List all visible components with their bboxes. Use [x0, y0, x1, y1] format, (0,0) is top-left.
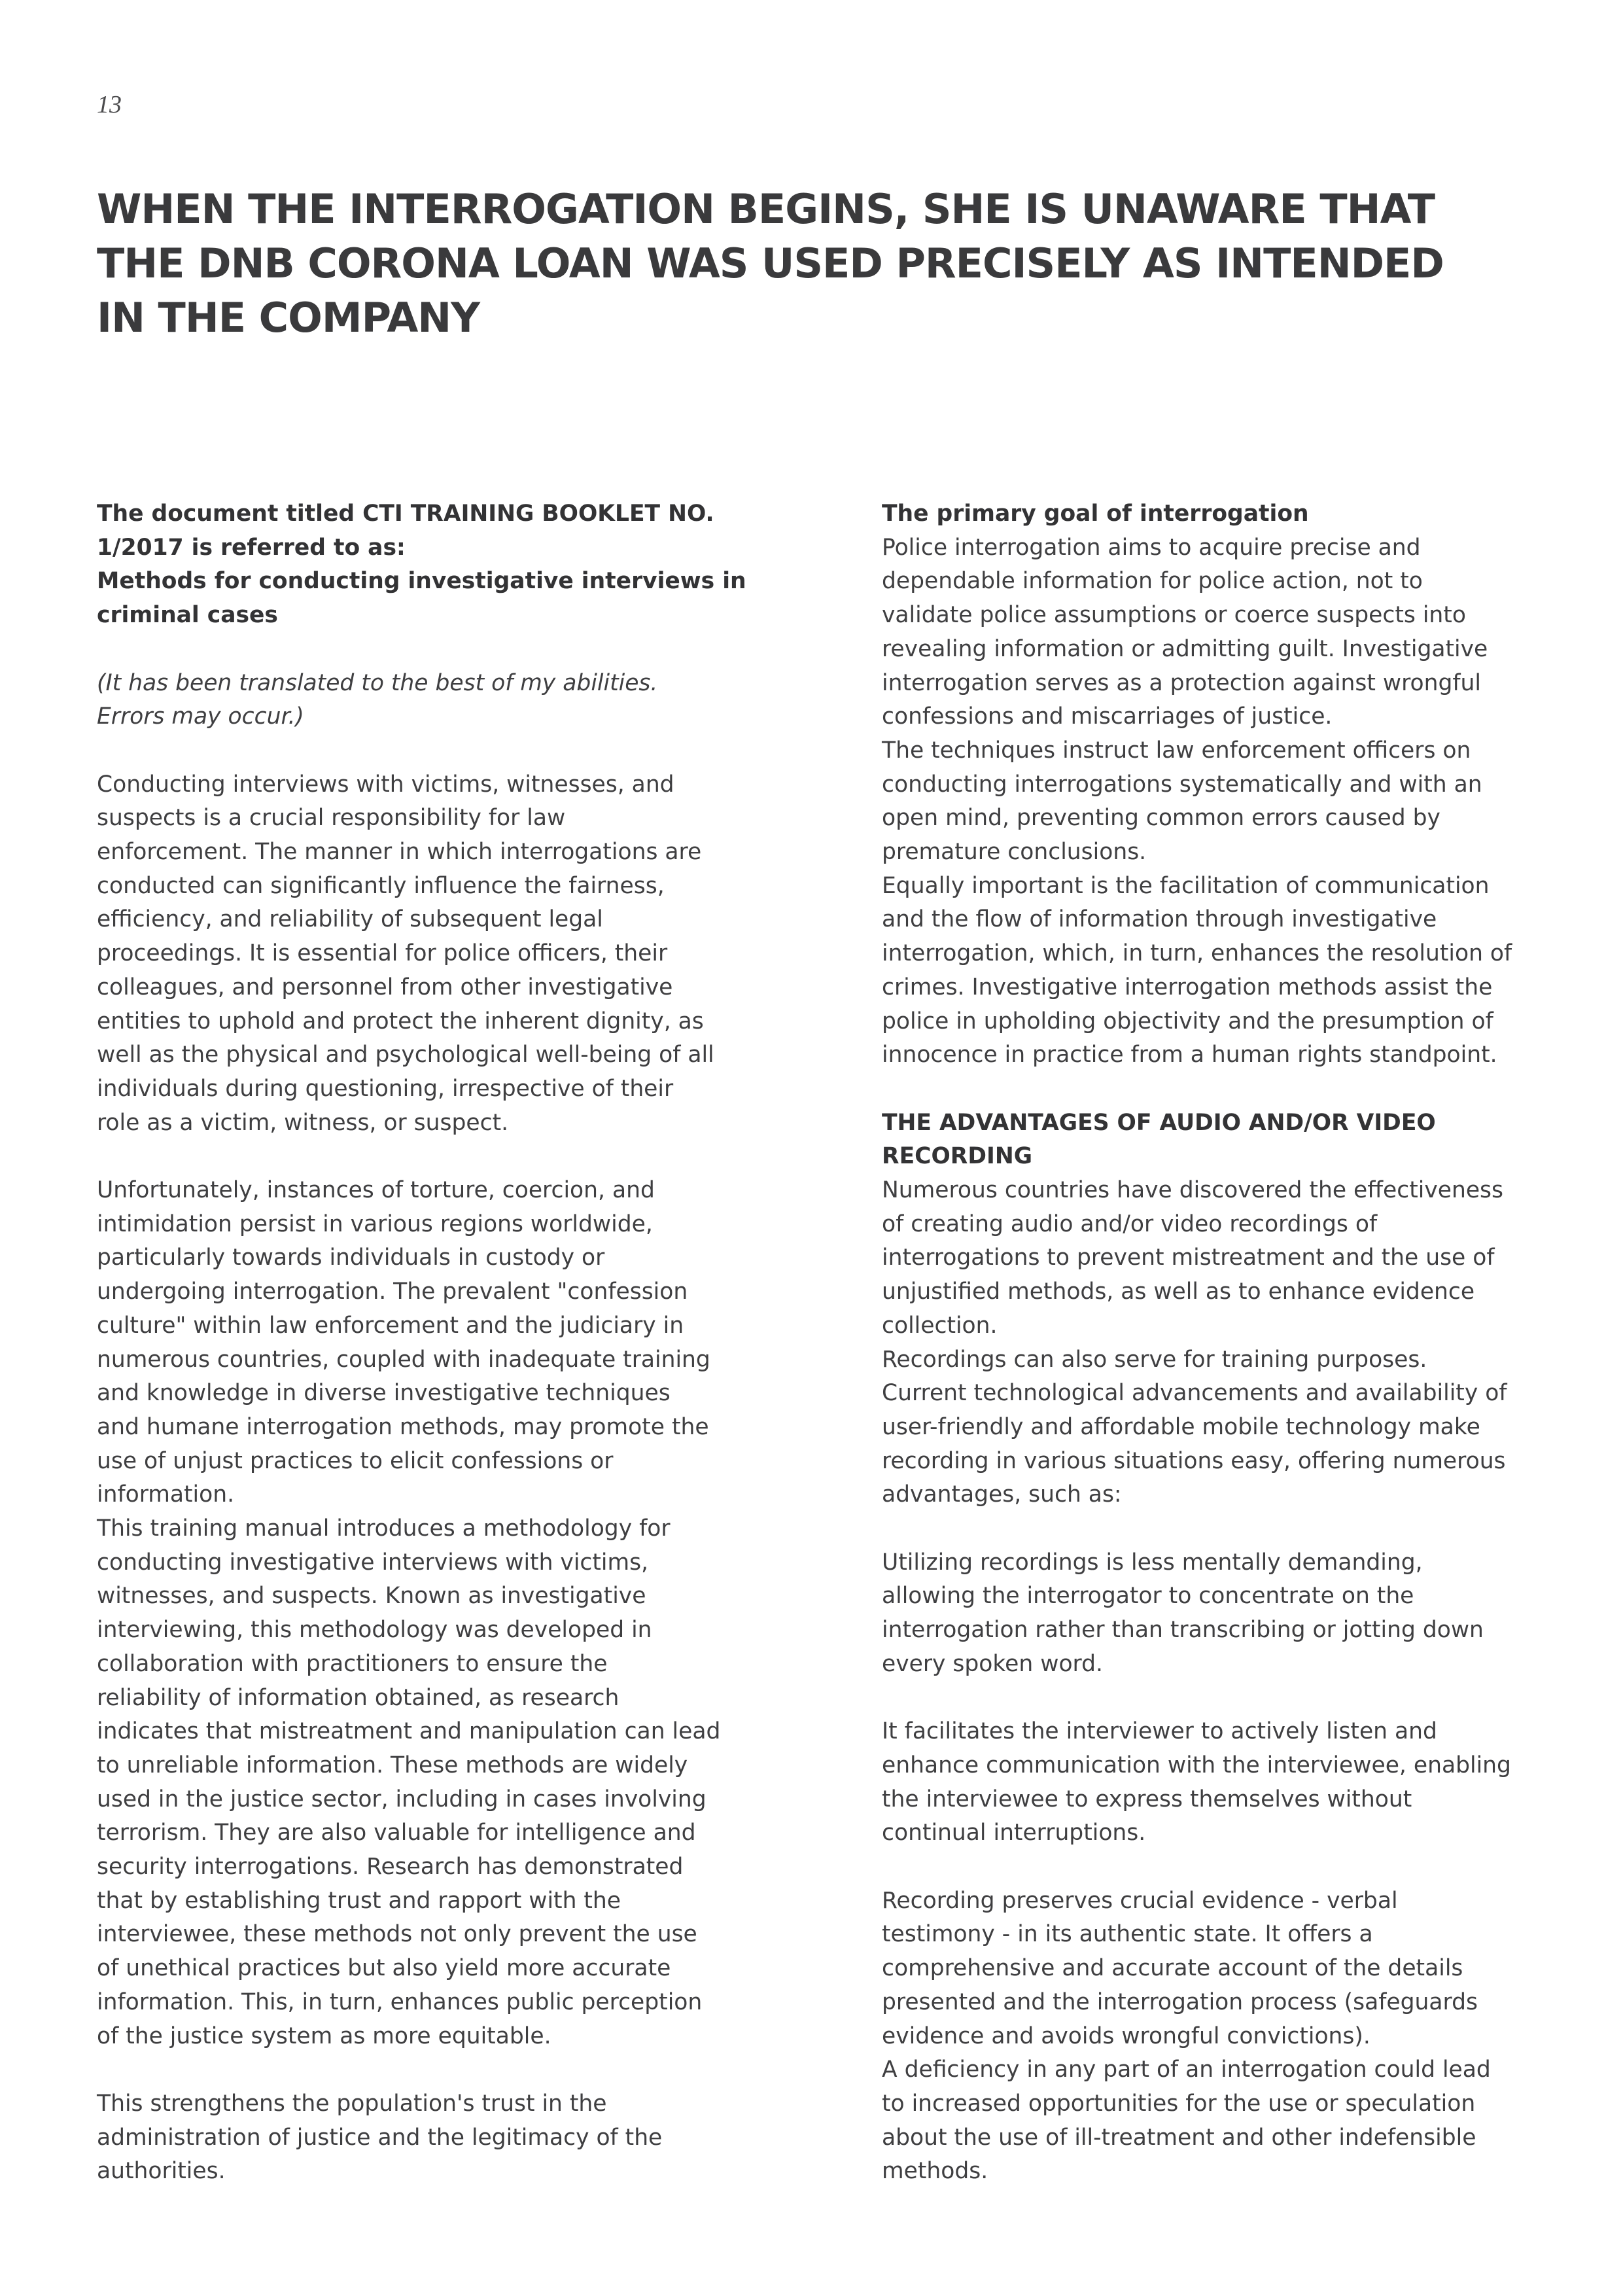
text-line: conducting interrogations systematically and with an — [882, 771, 1482, 798]
paragraph-point-evidence — [882, 1884, 1536, 2189]
text-line: allowing the interrogator to concentrate on the — [882, 1583, 1414, 1610]
text-line: use of unjust practices to elicit confessions or — [97, 1447, 614, 1474]
heading-line: RECORDING — [882, 1143, 1033, 1170]
intro-heading-line: 1/2017 is referred to as: — [97, 534, 406, 561]
text-line: proceedings. It is essential for police officers, their — [97, 940, 668, 967]
text-line: unjustified methods, as well as to enhance evidence — [882, 1279, 1475, 1305]
section-heading-advantages — [882, 1106, 1536, 1174]
text-line: of the justice system as more equitable. — [97, 2022, 551, 2049]
text-line: recording in various situations easy, offering numerous — [882, 1447, 1506, 1474]
paragraph-trust — [97, 2087, 758, 2189]
text-line: comprehensive and accurate account of the details — [882, 1955, 1463, 1982]
text-line: interrogations to prevent mistreatment and the use of — [882, 1245, 1495, 1271]
text-line: Recordings can also serve for training purposes. — [882, 1346, 1427, 1373]
text-line: Equally important is the facilitation of communication — [882, 872, 1490, 899]
text-line: indicates that mistreatment and manipulation can lead — [97, 1718, 721, 1745]
intro-heading — [97, 497, 758, 633]
text-line: terrorism. They are also valuable for intelligence and — [97, 1820, 696, 1846]
text-line: about the use of ill-treatment and other indefensible — [882, 2124, 1476, 2151]
text-line: confessions and miscarriages of justice. — [882, 703, 1333, 730]
text-line: This training manual introduces a methodology for — [97, 1515, 671, 1542]
text-line: enforcement. The manner in which interrogations are — [97, 839, 702, 865]
text-line: every spoken word. — [882, 1650, 1103, 1677]
text-line: information. — [97, 1481, 235, 1508]
page-title — [97, 182, 1536, 345]
text-line: used in the justice sector, including in cases involving — [97, 1786, 707, 1812]
text-line: the interviewee to express themselves without — [882, 1786, 1412, 1812]
page-title-line: THE DNB CORONA LOAN WAS USED PRECISELY AS INTENDED — [97, 239, 1444, 287]
text-line: innocence in practice from a human rights standpoint. — [882, 1042, 1497, 1069]
text-line: Utilizing recordings is less mentally demanding, — [882, 1549, 1423, 1576]
text-line: role as a victim, witness, or suspect. — [97, 1109, 509, 1136]
page-title-line: WHEN THE INTERROGATION BEGINS, SHE IS UNAWARE THAT — [97, 185, 1435, 233]
page-title-line: IN THE COMPANY — [97, 294, 480, 342]
text-line: that by establishing trust and rapport with the — [97, 1887, 621, 1914]
text-line: Recording preserves crucial evidence - verbal — [882, 1887, 1398, 1914]
text-line: interrogation, which, in turn, enhances the resolution of — [882, 940, 1512, 967]
text-line: undergoing interrogation. The prevalent "confession — [97, 1279, 688, 1305]
text-line: administration of justice and the legitimacy of the — [97, 2124, 663, 2151]
paragraph-point-less-demanding — [882, 1546, 1536, 1682]
text-line: authorities. — [97, 2158, 226, 2185]
text-line: collaboration with practitioners to ensure the — [97, 1650, 608, 1677]
text-line: collection. — [882, 1312, 998, 1339]
text-line: premature conclusions. — [882, 839, 1147, 866]
section-heading-goal: The primary goal of interrogation — [882, 501, 1309, 527]
heading-line: THE ADVANTAGES OF AUDIO AND/OR VIDEO — [882, 1109, 1436, 1136]
text-line: evidence and avoids wrongful convictions). — [882, 2022, 1370, 2049]
text-line: testimony - in its authentic state. It offers a — [882, 1921, 1373, 1948]
text-line: interrogation rather than transcribing or jotting down — [882, 1617, 1484, 1644]
text-line: The techniques instruct law enforcement officers on — [882, 737, 1471, 764]
intro-heading-line: The document titled CTI TRAINING BOOKLET NO. — [97, 501, 714, 527]
paragraph-point-listening — [882, 1715, 1536, 1850]
text-line: numerous countries, coupled with inadequate training — [97, 1346, 710, 1373]
text-line: police in upholding objectivity and the presumption of — [882, 1008, 1493, 1034]
text-line: and the flow of information through investigative — [882, 906, 1437, 933]
text-line: and humane interrogation methods, may promote the — [97, 1413, 709, 1440]
text-line: of unethical practices but also yield more accurate — [97, 1955, 671, 1982]
text-line: to increased opportunities for the use or speculation — [882, 2090, 1476, 2117]
text-line: enhance communication with the interviewee, enabling — [882, 1752, 1511, 1778]
text-line: witnesses, and suspects. Known as investigative — [97, 1583, 646, 1610]
text-line: continual interruptions. — [882, 1820, 1146, 1846]
paragraph-advantages — [882, 1174, 1536, 1512]
translation-note — [97, 667, 758, 734]
text-line: Unfortunately, instances of torture, coercion, and — [97, 1177, 655, 1204]
right-column — [882, 497, 1536, 2189]
text-line: conducted can significantly influence the fairness, — [97, 872, 665, 899]
intro-subtitle-line: criminal cases — [97, 602, 278, 629]
left-column — [97, 497, 758, 2189]
paragraph-responsibility — [97, 768, 758, 1140]
intro-subtitle-line: Methods for conducting investigative interviews in — [97, 568, 746, 595]
text-line: interviewing, this methodology was developed in — [97, 1617, 652, 1644]
paragraph-goal — [882, 531, 1536, 1072]
text-line: Police interrogation aims to acquire precise and — [882, 534, 1421, 561]
text-line: presented and the interrogation process (safeguards — [882, 1988, 1478, 2015]
text-line: of creating audio and/or video recordings of — [882, 1210, 1378, 1237]
text-line: well as the physical and psychological well-being of all — [97, 1042, 714, 1069]
text-line: A deficiency in any part of an interrogation could lead — [882, 2057, 1491, 2083]
note-line: Errors may occur.) — [97, 703, 304, 730]
text-line: suspects is a crucial responsibility for law — [97, 805, 566, 832]
note-line: (It has been translated to the best of my abilities. — [97, 669, 658, 696]
text-line: colleagues, and personnel from other investigative — [97, 974, 673, 1000]
text-line: revealing information or admitting guilt. Investigative — [882, 635, 1488, 662]
text-line: efficiency, and reliability of subsequent legal — [97, 906, 603, 933]
page-number: 13 — [97, 91, 122, 118]
text-line: Numerous countries have discovered the effectiveness — [882, 1177, 1503, 1204]
text-line: culture" within law enforcement and the judiciary in — [97, 1312, 684, 1339]
text-line: validate police assumptions or coerce suspects into — [882, 602, 1466, 629]
text-line: interviewee, these methods not only prevent the use — [97, 1921, 697, 1948]
text-line: It facilitates the interviewer to actively listen and — [882, 1718, 1437, 1745]
text-line: particularly towards individuals in custody or — [97, 1245, 605, 1271]
text-line: and knowledge in diverse investigative techniques — [97, 1380, 671, 1407]
text-line: to unreliable information. These methods are widely — [97, 1752, 688, 1778]
text-line: conducting investigative interviews with victims, — [97, 1549, 649, 1576]
text-line: intimidation persist in various regions worldwide, — [97, 1210, 653, 1237]
text-line: methods. — [882, 2158, 988, 2185]
text-line: advantages, such as: — [882, 1481, 1122, 1508]
text-line: reliability of information obtained, as research — [97, 1684, 620, 1711]
text-line: user-friendly and affordable mobile technology make — [882, 1413, 1480, 1440]
text-line: Conducting interviews with victims, witnesses, and — [97, 771, 674, 798]
paragraph-torture-and-methodology — [97, 1174, 758, 2053]
text-line: interrogation serves as a protection against wrongful — [882, 669, 1481, 696]
text-line: This strengthens the population's trust in the — [97, 2090, 607, 2117]
text-line: crimes. Investigative interrogation methods assist the — [882, 974, 1493, 1000]
text-line: information. This, in turn, enhances public perception — [97, 1988, 703, 2015]
text-line: dependable information for police action, not to — [882, 568, 1423, 595]
text-line: individuals during questioning, irrespective of their — [97, 1075, 674, 1102]
text-line: open mind, preventing common errors caused by — [882, 805, 1440, 832]
text-line: security interrogations. Research has demonstrated — [97, 1854, 684, 1881]
text-line: entities to uphold and protect the inherent dignity, as — [97, 1008, 704, 1034]
text-line: Current technological advancements and availability of — [882, 1380, 1507, 1407]
